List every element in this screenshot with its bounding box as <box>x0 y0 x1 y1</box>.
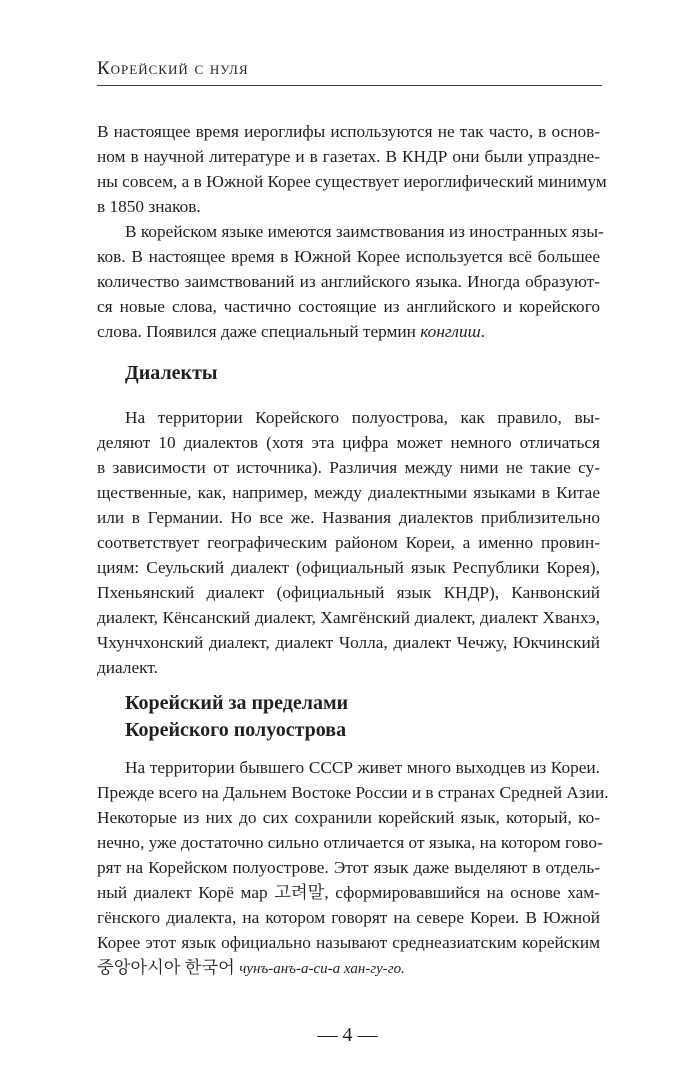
line-text: количество заимствований из английского языка. Иногда образуют- <box>97 272 600 291</box>
text-line <box>97 555 600 580</box>
text-line <box>97 169 607 194</box>
line-text: слова. Появился даже специальный термин <box>97 322 421 341</box>
line-text: нечно, уже достаточно сильно отличается от языка, на котором гово- <box>97 833 603 852</box>
text-line <box>97 580 600 605</box>
text-line <box>97 119 600 144</box>
text-line <box>97 830 603 855</box>
section-abroad <box>97 755 609 980</box>
text-line <box>97 244 600 269</box>
line-text: Пхеньянский диалект (официальный язык КНДР), Канвонский <box>97 583 600 602</box>
page-number: — 4 — <box>317 1024 378 1046</box>
text-line <box>97 319 600 344</box>
line-text: или в Германии. Но все же. Названия диалектов приблизительно <box>97 508 600 527</box>
text-line <box>97 905 600 930</box>
text-line <box>97 930 600 955</box>
text-line <box>97 655 600 680</box>
text-line <box>97 430 600 455</box>
text-line <box>97 530 600 555</box>
line-text: диалект, Кёнсанский диалект, Хамгёнский диалект, диалект Хванхэ, <box>97 608 600 627</box>
transliteration: чунъ-анъ-а-си-а хан-гу-го. <box>239 961 405 977</box>
line-text: ков. В настоящее время в Южной Корее используется всё большее <box>97 247 600 266</box>
line-text: В корейском языке имеются заимствования из иностранных язы- <box>125 222 604 241</box>
text-line <box>97 505 600 530</box>
line-text: щественные, как, например, между диалектными языками в Китае <box>97 483 600 502</box>
text-line <box>97 780 609 805</box>
text-line <box>97 480 600 505</box>
line-text: циям: Сеульский диалект (официальный язык Республики Корея), <box>97 558 600 577</box>
running-head: Корейский с нуля <box>97 58 602 86</box>
text-line <box>97 805 600 830</box>
line-text: Некоторые из них до сих сохранили корейский язык, который, ко- <box>97 808 600 827</box>
line-text: ны совсем, а в Южной Корее существует иероглифический минимум <box>97 172 607 191</box>
line-text: рят на Корейском полуострове. Этот язык даже выделяют в отдель- <box>97 858 600 877</box>
text-line <box>97 219 604 244</box>
text-line <box>97 405 600 430</box>
punctuation: . <box>480 322 485 341</box>
text-line <box>97 630 600 655</box>
line-text: гёнского диалекта, на котором говорят на севере Кореи. В Южной <box>97 908 600 927</box>
line-text: соответствует географическим районом Кореи, а именно провин- <box>97 533 600 552</box>
line-text: Корее этот язык официально называют среднеазиатским корейским <box>97 933 600 952</box>
line-text: Прежде всего на Дальнем Востоке России и в странах Средней Азии. <box>97 783 609 802</box>
heading-abroad-1: Корейский за пределами <box>125 692 349 714</box>
heading-abroad-2: Корейского полуострова <box>125 719 347 741</box>
line-text: ся новые слова, частично состоящие из английского и корейского <box>97 297 600 316</box>
line-text: На территории бывшего СССР живет много выходцев из Кореи. <box>125 758 600 777</box>
text-line <box>97 605 600 630</box>
text-line <box>97 294 600 319</box>
text-line <box>97 880 600 905</box>
line-text: 중앙아시아 한국어 <box>97 958 240 977</box>
heading-dialects: Диалекты <box>125 362 218 384</box>
text-line <box>97 455 600 480</box>
section-hieroglyphs <box>97 119 607 344</box>
line-text: ный диалект Корё мар 고려말, сформировавшийся на основе хам- <box>97 883 600 902</box>
line-text: Чхунчхонский диалект, диалект Чолла, диалект Чечжу, Юкчинский <box>97 633 600 652</box>
text-line <box>97 269 600 294</box>
line-text: в зависимости от источника). Различия между ними не такие су- <box>97 458 600 477</box>
text-line <box>97 194 600 219</box>
text-line <box>97 144 600 169</box>
line-text: В настоящее время иероглифы используются не так часто, в основ- <box>97 122 600 141</box>
section-dialects <box>97 405 600 680</box>
line-text: ном в научной литературе и в газетах. В КНДР они были упраздне- <box>97 147 600 166</box>
line-text: На территории Корейского полуострова, как правило, вы- <box>125 408 600 427</box>
text-line <box>97 955 600 980</box>
line-text: в 1850 знаков. <box>97 197 201 216</box>
line-text: диалект. <box>97 658 158 677</box>
text-line <box>97 855 600 880</box>
line-text: деляют 10 диалектов (хотя эта цифра может немного отличаться <box>97 433 600 452</box>
term-konglish: конглиш <box>420 322 481 341</box>
text-line <box>97 755 600 780</box>
